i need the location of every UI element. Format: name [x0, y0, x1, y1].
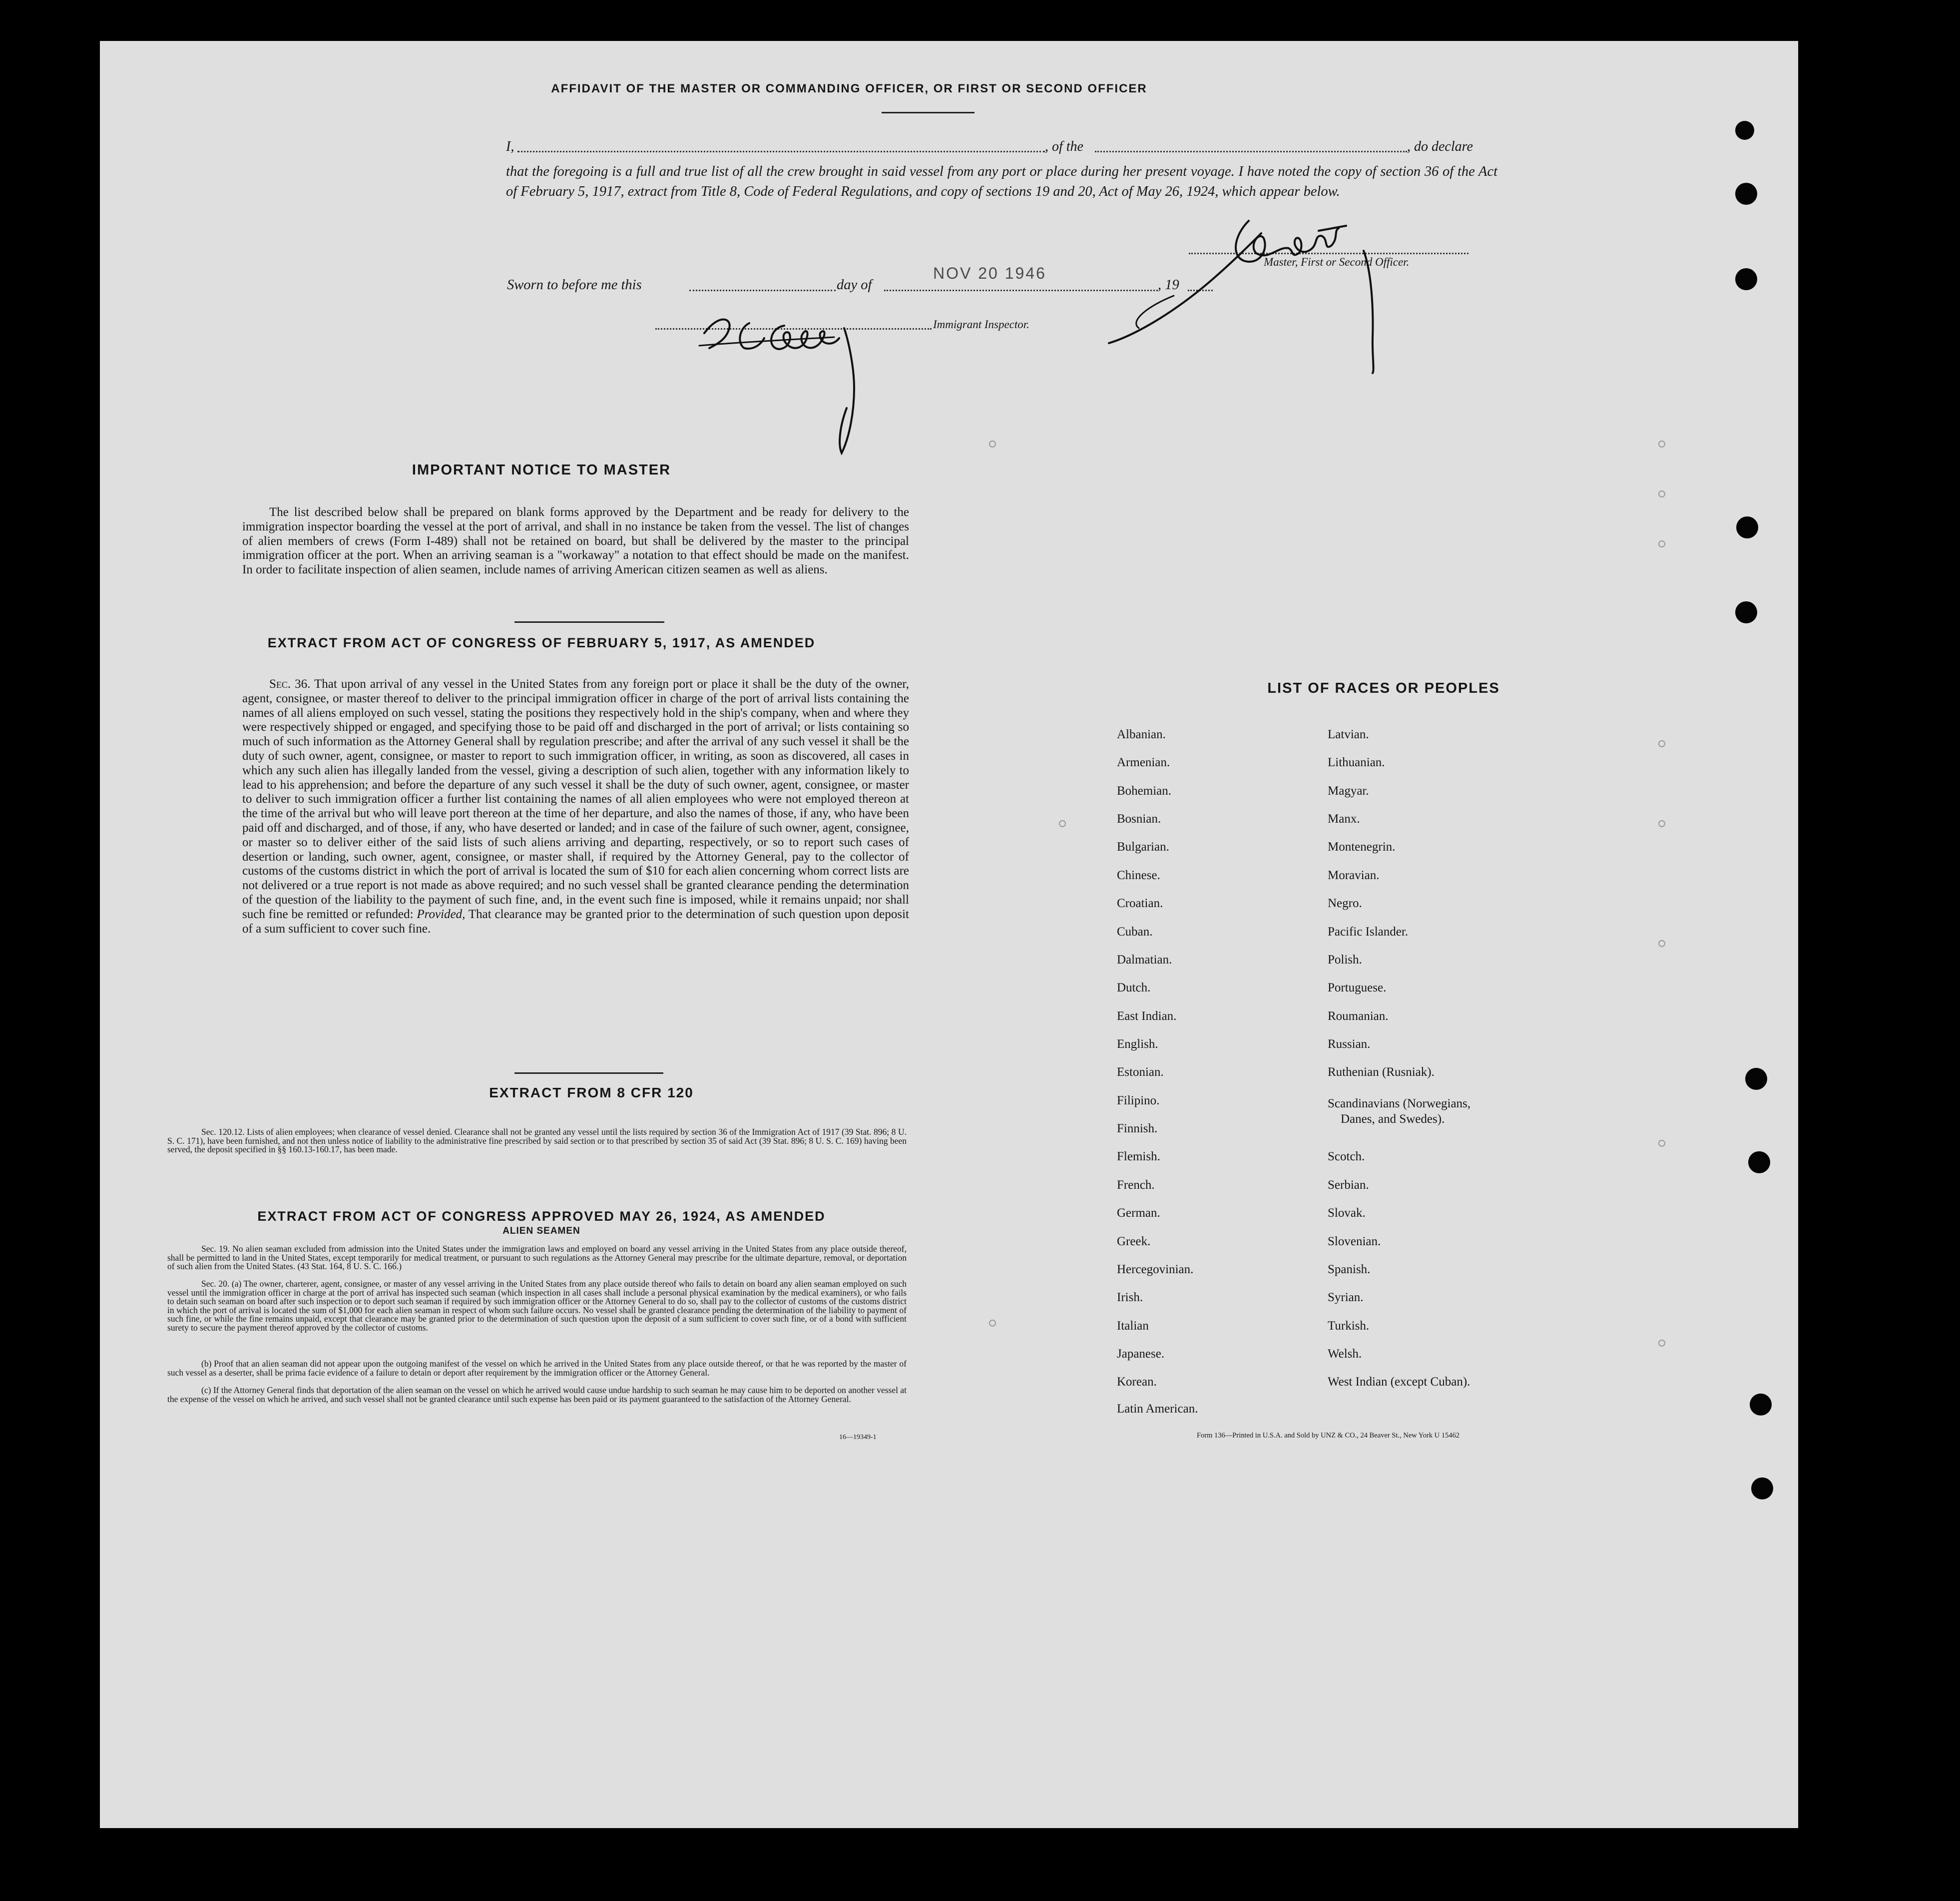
- date-stamp: NOV 20 1946: [933, 264, 1046, 282]
- race-left-item: Dutch.: [1117, 981, 1151, 994]
- race-left-item: English.: [1117, 1037, 1158, 1051]
- race-right-item: Moravian.: [1328, 869, 1380, 882]
- inspector-signature: [689, 293, 989, 463]
- punch-hole: [1735, 121, 1754, 140]
- extract-1924-sec20a: Sec. 20. (a) The owner, charterer, agent, consignee, or master of any vessel arriving in the United States from any place outside thereof who fails to detain on board any alien seaman employed on such vessel until the immigration officer in charge at the port of arrival has inspected such seaman (which inspection in all cases shall include a personal physical examination by the medical examiners), or who fails to detain such seaman on board after such inspection or to deport such seaman if required by such immigration officer or the Attorney General to do so, shall pay to the collector of customs of the customs district in which the port of arrival is located the sum of $1,000 for each alien seaman in respect of whom such failure occurs. No vessel shall be granted clearance pending the determination of the liability to payment of such fine, or while the fine remains unpaid, except that clearance may be granted prior to the determination of such question upon the deposit of a sum sufficient to cover such fine, or of a bond with sufficient surety to secure the payment thereof approved by the collector of customs.: [167, 1279, 907, 1333]
- master-signature: [1099, 191, 1409, 391]
- race-left-item: French.: [1117, 1178, 1155, 1192]
- race-right-item: West Indian (except Cuban).: [1328, 1375, 1470, 1389]
- bleed-through-mark: [989, 441, 996, 448]
- punch-hole: [1745, 1068, 1767, 1090]
- bleed-through-mark: [1658, 1140, 1665, 1147]
- declarant-name-line: [517, 151, 1045, 152]
- race-left-item: East Indian.: [1117, 1009, 1177, 1023]
- punch-hole: [1736, 516, 1758, 538]
- bleed-through-mark: [1658, 740, 1665, 747]
- bleed-through-mark: [1658, 820, 1665, 827]
- punch-hole: [1735, 601, 1757, 623]
- cfr-body: Sec. 120.12. Lists of alien employees; when clearance of vessel denied. Clearance shall not be granted any vessel until the lists required by section 36 of the Immigration Act of 1917 (39 Stat. 896; 8 U. S. C. 171), have been furnished, and not then unless notice of liability to the administrative fine prescribed by said section or to that prescribed by section 35 of said Act (39 Stat. 896; 8 U. S. C. 169) having been served, the deposit specified in §§ 160.13-160.17, has been made.: [167, 1127, 907, 1155]
- punch-hole: [1735, 268, 1757, 290]
- affidavit-declaration: that the foregoing is a full and true list of all the crew brought in said vessel from any port or place during her present voyage. I have noted the copy of section 36 of the Act of February 5, 1917, extract from Title 8, Code of Federal Regulations, and copy of sections 19 and 20, Act of May 26, 1924, which appear below.: [506, 164, 1497, 199]
- affidavit-title-rule: [882, 112, 975, 113]
- extract-1917-body: [242, 677, 909, 936]
- race-right-item: Magyar.: [1328, 784, 1369, 798]
- race-right-item: Scotch.: [1328, 1150, 1365, 1163]
- extract-1917-text: That upon arrival of any vessel in the United States from any foreign port or place it shall be the duty of the owner, agent, consignee, or master thereof to deliver to the principal immigration officer in charge of the port of arrival lists containing the names of all aliens employed on such vessel, stating the positions they respectively hold in the ship's company, when and where they were respectively shipped or engaged, and specifying those to be paid off and discharged in the port of arrival; or lists containing so much of such information as the Attorney General shall by regulation prescribe; and after the arrival of any such vessel it shall be the duty of such owner, agent, consignee, or master to report to such immigration officer, in writing, as soon as discovered, all cases in which any such alien has illegally landed from the vessel, giving a description of such alien, together with any information likely to lead to his apprehension; and before the departure of any such vessel it shall be the duty of such owner, agent, consignee, or master to deliver to such immigration officer a further list containing the names of all alien employees who were not employed thereon at the time of the arrival but who will leave port thereon at the time of her departure, and also the names of those, if any, who have been paid off and discharged, and of those, if any, who have deserted or landed; and in case of the failure of such owner, agent, consignee, or master so to deliver either of the said lists of such aliens arriving and departing, respectively, or so to report such cases of desertion or landing, such owner, agent, consignee, or master shall, if required by the Attorney General, pay to the collector of customs of the customs district in which the port of arrival is located the sum of $10 for each alien concerning whom correct lists are not delivered or a true report is not made as above required; and no such vessel shall be granted clearance pending the determination of the question of the liability to the payment of such fine, and, in the event such fine is imposed, while it remains unpaid; nor shall such fine be remitted or refunded:: [242, 677, 909, 921]
- sworn-day-line: [689, 290, 836, 291]
- master-signature-label: Master, First or Second Officer.: [1264, 256, 1410, 268]
- declarant-label: I,: [506, 139, 514, 154]
- race-left-item: Irish.: [1117, 1291, 1143, 1304]
- race-right-item: Lithuanian.: [1328, 756, 1385, 769]
- bleed-through-mark: [989, 1320, 996, 1327]
- race-left-item: Hercegovinian.: [1117, 1263, 1194, 1276]
- extract-1924-subtitle: ALIEN SEAMEN: [502, 1226, 580, 1236]
- race-left-item: Dalmatian.: [1117, 953, 1172, 966]
- affidavit-title: AFFIDAVIT OF THE MASTER OR COMMANDING OFFICER, OR FIRST OR SECOND OFFICER: [551, 82, 1147, 95]
- race-right-item: Spanish.: [1328, 1263, 1371, 1276]
- bleed-through-mark: [1658, 490, 1665, 497]
- race-right-item: Serbian.: [1328, 1178, 1369, 1192]
- race-right-item: Portuguese.: [1328, 981, 1387, 994]
- race-right-item: Polish.: [1328, 953, 1362, 966]
- extract-1917-provided: Provided,: [417, 907, 466, 921]
- race-left-item: Latin American.: [1117, 1402, 1198, 1416]
- race-left-item: Flemish.: [1117, 1150, 1160, 1163]
- punch-hole: [1748, 1151, 1770, 1173]
- race-left-item: Bosnian.: [1117, 812, 1161, 826]
- race-left-item: Estonian.: [1117, 1065, 1164, 1079]
- race-left-item: Armenian.: [1117, 756, 1170, 769]
- race-right-item: Ruthenian (Rusniak).: [1328, 1065, 1435, 1079]
- notice-title: IMPORTANT NOTICE TO MASTER: [412, 462, 671, 478]
- extract-1917-rule: [514, 1072, 663, 1074]
- bleed-through-mark: [1658, 441, 1665, 448]
- extract-1917-text-end: That clearance may be granted prior to the determination of such question upon deposit of a sum sufficient to cover such fine.: [242, 907, 909, 936]
- bleed-through-mark: [1658, 1340, 1665, 1347]
- race-left-item: Chinese.: [1117, 869, 1160, 882]
- race-right-item: Welsh.: [1328, 1347, 1362, 1361]
- extract-1917-title: EXTRACT FROM ACT OF CONGRESS OF FEBRUARY 5, 1917, AS AMENDED: [267, 635, 816, 650]
- vessel-name-line: [1095, 151, 1407, 152]
- cfr-title: EXTRACT FROM 8 CFR 120: [489, 1085, 694, 1100]
- race-left-item: Croatian.: [1117, 897, 1163, 910]
- extract-1924-sec20b: (b) Proof that an alien seaman did not appear upon the outgoing manifest of the vessel on which he arrived in the United States from any place outside thereof, or that he was reported by the master of such vessel as a deserter, shall be prima facie evidence of a failure to detain or deport after requirement by the immigration officer or the Attorney General.: [167, 1359, 907, 1378]
- bleed-through-mark: [1658, 540, 1665, 547]
- race-left-item: Bulgarian.: [1117, 840, 1169, 854]
- race-left-item: Filipino.: [1117, 1094, 1160, 1107]
- race-right-item: Scandinavians (Norwegians,: [1328, 1097, 1471, 1110]
- race-left-item: Italian: [1117, 1319, 1149, 1333]
- race-right-item: Roumanian.: [1328, 1009, 1389, 1023]
- sworn-label: Sworn to before me this: [507, 277, 642, 293]
- race-left-item: Bohemian.: [1117, 784, 1172, 798]
- race-right-item: Slovak.: [1328, 1206, 1366, 1220]
- notice-body: The list described below shall be prepared on blank forms approved by the Department and be ready for delivery to the immigration inspector boarding the vessel at the port of arrival, and shall in no instance be taken from the vessel. The list of changes of alien members of crews (Form I-489) shall not be retained on board, but shall be delivered by the master to the principal immigration officer at the port. When an arriving seaman is a "workaway" a notation to that effect should be made on the manifest. In order to facilitate inspection of alien seamen, include names of arriving American citizen seamen as well as aliens.: [242, 505, 909, 577]
- race-right-item: Turkish.: [1328, 1319, 1370, 1333]
- vessel-label: , of the: [1045, 139, 1083, 154]
- bleed-through-mark: [1658, 940, 1665, 947]
- race-left-item: Albanian.: [1117, 728, 1166, 741]
- race-right-item: Pacific Islander.: [1328, 925, 1409, 939]
- races-title: LIST OF RACES OR PEOPLES: [1267, 680, 1500, 696]
- race-right-item: Montenegrin.: [1328, 840, 1396, 854]
- print-code: 16—19349-1: [839, 1433, 877, 1441]
- race-left-item: Greek.: [1117, 1235, 1151, 1248]
- printer-imprint: Form 136—Printed in U.S.A. and Sold by UNZ & CO., 24 Beaver St., New York U 15462: [1197, 1431, 1460, 1439]
- year-label: , 19: [1158, 277, 1179, 293]
- notice-rule: [514, 621, 664, 623]
- punch-hole: [1735, 183, 1757, 205]
- race-right-item: Syrian.: [1328, 1291, 1364, 1304]
- race-right-item: Manx.: [1328, 812, 1360, 826]
- race-left-item: Korean.: [1117, 1375, 1157, 1389]
- extract-1917-section: Sec. 36.: [269, 677, 311, 691]
- race-right-item: Russian.: [1328, 1037, 1371, 1051]
- declare-label: , do declare: [1407, 139, 1473, 154]
- extract-1924-sec20c: (c) If the Attorney General finds that deportation of the alien seaman on the vessel on which he arrived would cause undue hardship to such seaman he may cause him to be deported on another vessel at the expense of the vessel on which he arrived, and such vessel shall not be granted clearance until such expense has been paid or its payment guaranteed to the satisfaction of the Attorney General.: [167, 1385, 907, 1404]
- race-right-item: Latvian.: [1328, 728, 1369, 741]
- race-left-item: Japanese.: [1117, 1347, 1165, 1361]
- punch-hole: [1750, 1394, 1772, 1416]
- form-page: [100, 41, 1798, 1828]
- race-left-item: German.: [1117, 1206, 1160, 1220]
- race-right-item: Slovenian.: [1328, 1235, 1381, 1248]
- bleed-through-mark: [1059, 820, 1066, 827]
- extract-1924-sec19: Sec. 19. No alien seaman excluded from admission into the United States under the immigration laws and employed on board any vessel arriving in the United States from any place outside thereof, shall be permitted to land in the United States, except temporarily for medical treatment, or pursuant to such regulations as the Attorney General may prescribe for the ultimate departure, removal, or deportation of such alien from the United States. (43 Stat. 164, 8 U. S. C. 166.): [167, 1244, 907, 1272]
- race-left-item: Finnish.: [1117, 1122, 1158, 1135]
- day-of-label: day of: [837, 277, 872, 293]
- punch-hole: [1751, 1477, 1773, 1499]
- race-right-item: Negro.: [1328, 897, 1362, 910]
- extract-1924-title: EXTRACT FROM ACT OF CONGRESS APPROVED MAY 26, 1924, AS AMENDED: [257, 1209, 826, 1224]
- inspector-label: Immigrant Inspector.: [933, 318, 1029, 331]
- race-right-item: Danes, and Swedes).: [1341, 1112, 1445, 1126]
- race-left-item: Cuban.: [1117, 925, 1153, 939]
